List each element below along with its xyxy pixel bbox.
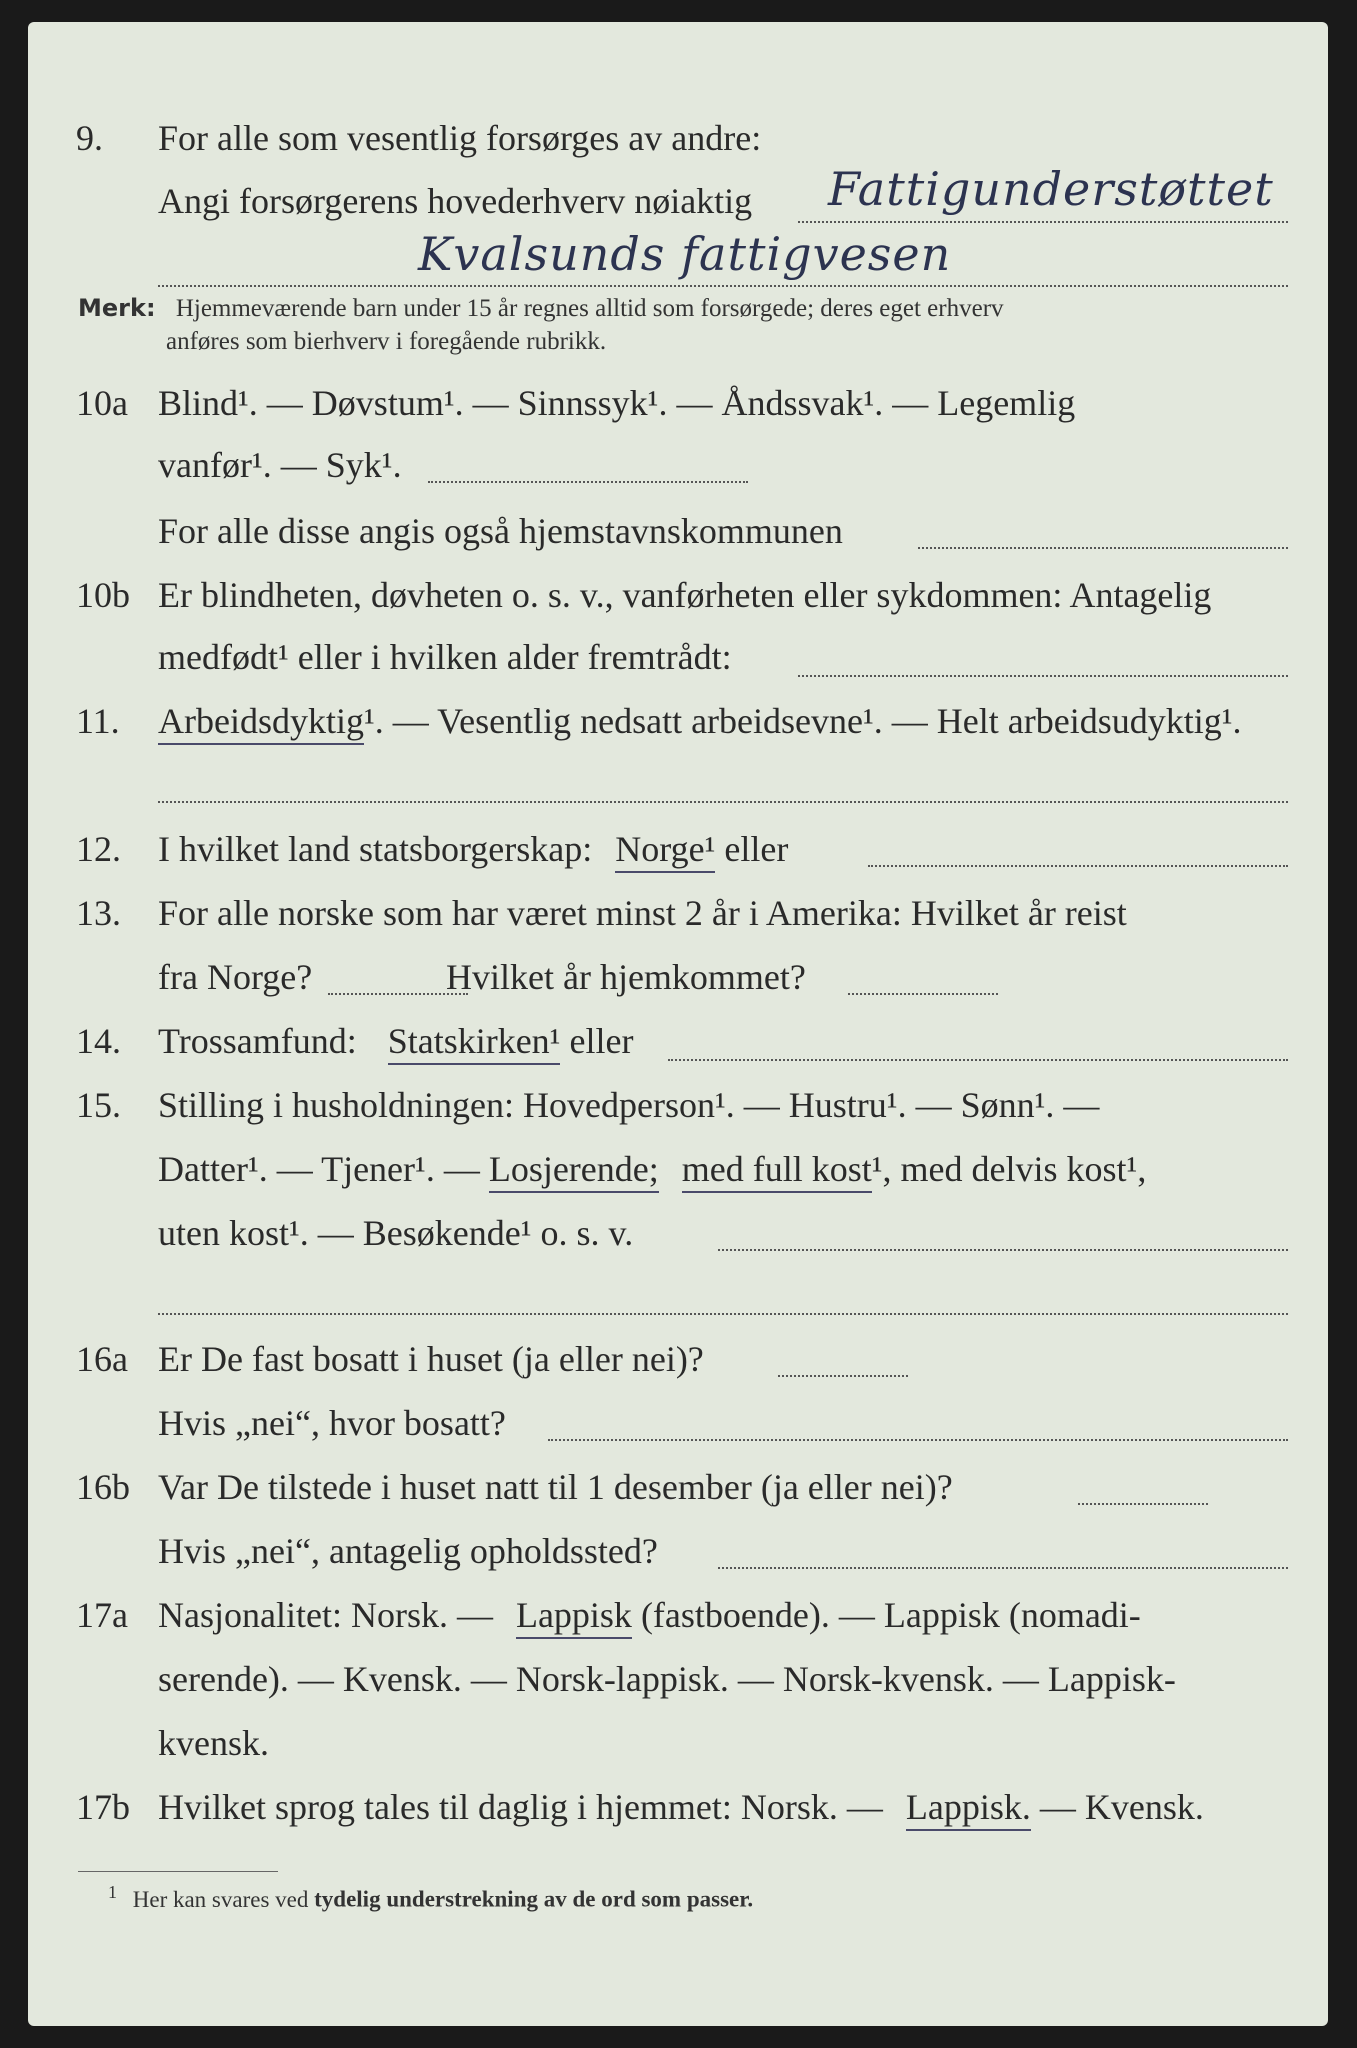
q10b-line-1: Er blindheten, døvheten o. s. v., vanførheten eller sykdommen: Antagelig xyxy=(158,575,1212,615)
q17a-line-3: kvensk. xyxy=(158,1723,269,1763)
footnote-rule xyxy=(78,1870,278,1872)
q14-number: 14. xyxy=(76,1021,121,1061)
footnote xyxy=(108,1882,753,1913)
q16b-answer-line-2 xyxy=(718,1566,1288,1569)
q9-answer-line-2 xyxy=(158,284,1288,287)
q13-line-2a: fra Norge? xyxy=(158,957,313,997)
q16b-line-2: Hvis „nei“, antagelig opholdssted? xyxy=(158,1531,658,1571)
q16b-number: 16b xyxy=(76,1467,130,1507)
q10a-number: 10a xyxy=(76,383,128,423)
q10a-line-3: For alle disse angis også hjemstavnskommunen xyxy=(158,511,843,551)
merk-label: Merk: xyxy=(78,294,156,322)
q10b-number: 10b xyxy=(76,575,130,615)
q14-prefix: Trossamfund: xyxy=(158,1021,357,1061)
q17b-text xyxy=(158,1786,1204,1828)
q17a-text-1 xyxy=(158,1594,1141,1636)
merk-line-2: anføres som bierhverv i foregående rubrikk. xyxy=(166,328,607,355)
q10b-line-2: medfødt¹ eller i hvilken alder fremtrådt: xyxy=(158,637,732,677)
q17b-number: 17b xyxy=(76,1787,130,1827)
q15-line-1: Stilling i husholdningen: Hovedperson¹. — Hustru¹. — Sønn¹. — xyxy=(158,1085,1100,1125)
census-form-page xyxy=(28,22,1328,2026)
q14-text xyxy=(158,1020,633,1062)
q15-answer-line xyxy=(718,1248,1288,1251)
q12-answer-line xyxy=(868,864,1288,867)
q12-suffix: eller xyxy=(724,829,789,869)
q11-rest: ¹. — Vesentlig nedsatt arbeidsevne¹. — Helt arbeidsudyktig¹. xyxy=(363,701,1242,741)
q15-line-2a: Datter¹. — Tjener¹. — xyxy=(158,1149,480,1189)
q14-option-statskirken: Statskirken¹ xyxy=(388,1021,561,1065)
q16a-line-2: Hvis „nei“, hvor bosatt? xyxy=(158,1403,506,1443)
q14-suffix: eller xyxy=(569,1021,634,1061)
q17b-suffix: — Kvensk. xyxy=(1039,1787,1204,1827)
q9-handwritten-answer-1: Fattigunderstøttet xyxy=(828,162,1274,216)
q11-number: 11. xyxy=(76,701,120,741)
q16a-line-1: Er De fast bosatt i huset (ja eller nei)? xyxy=(158,1339,704,1379)
q15-line-3: uten kost¹. — Besøkende¹ o. s. v. xyxy=(158,1213,634,1253)
q9-handwritten-answer-2: Kvalsunds fattigvesen xyxy=(418,227,952,281)
footnote-text: Her kan svares ved xyxy=(132,1886,309,1912)
q13-line-1: For alle norske som har været minst 2 år i Amerika: Hvilket år reist xyxy=(158,893,1127,933)
q15-extra-line xyxy=(158,1312,1288,1315)
q11-option-arbeidsdyktig: Arbeidsdyktig xyxy=(158,701,364,745)
q16a-answer-line-1 xyxy=(778,1374,908,1377)
q15-number: 15. xyxy=(76,1085,121,1125)
q16b-line-1: Var De tilstede i huset natt til 1 desember (ja eller nei)? xyxy=(158,1467,953,1507)
q10a-line-1: Blind¹. — Døvstum¹. — Sinnssyk¹. — Åndssvak¹. — Legemlig xyxy=(158,383,1076,423)
q10a-line-2: vanfør¹. — Syk¹. xyxy=(158,445,402,485)
q11-text xyxy=(158,700,1242,742)
q12-prefix: I hvilket land statsborgerskap: xyxy=(158,829,593,869)
q17a-line-2: serende). — Kvensk. — Norsk-lappisk. — Norsk-kvensk. — Lappisk- xyxy=(158,1659,1176,1699)
footnote-mark: 1 xyxy=(108,1882,117,1902)
q15-text-2 xyxy=(158,1148,1146,1190)
q10a-hometown-line xyxy=(918,546,1288,549)
q16a-answer-line-2 xyxy=(548,1438,1288,1441)
q13-line-2b: Hvilket år hjemkommet? xyxy=(446,957,806,997)
q15-option-med-full-kost: med full kost xyxy=(682,1149,872,1193)
q12-number: 12. xyxy=(76,829,121,869)
q13-number: 13. xyxy=(76,893,121,933)
q12-text xyxy=(158,828,788,870)
q13-departure-line xyxy=(328,992,468,995)
q12-option-norge: Norge¹ xyxy=(615,829,715,873)
q17a-option-lappisk: Lappisk xyxy=(516,1595,632,1639)
q16b-answer-line-1 xyxy=(1078,1502,1208,1505)
q16a-number: 16a xyxy=(76,1339,128,1379)
q10a-answer-line xyxy=(428,480,748,483)
q9-number: 9. xyxy=(76,118,103,158)
q13-return-line xyxy=(848,992,998,995)
q17a-number: 17a xyxy=(76,1595,128,1635)
q9-answer-line-1 xyxy=(798,220,1288,223)
merk-line-1: Hjemmeværende barn under 15 år regnes alltid som forsørgede; deres eget erhverv xyxy=(175,295,1004,322)
q11-answer-line xyxy=(158,800,1288,803)
q9-line-2: Angi forsørgerens hovederhverv nøiaktig xyxy=(158,181,753,221)
q17b-option-lappisk: Lappisk. xyxy=(906,1787,1031,1831)
footnote-bold-text: tydelig understrekning av de ord som passer. xyxy=(314,1886,754,1912)
q14-answer-line xyxy=(668,1058,1288,1061)
q17a-suffix: (fastboende). — Lappisk (nomadi- xyxy=(640,1595,1141,1635)
q9-line-1: For alle som vesentlig forsørges av andre: xyxy=(158,118,762,158)
merk-note-1 xyxy=(78,294,1004,323)
q15-option-losjerende: Losjerende; xyxy=(489,1149,659,1193)
q17a-prefix: Nasjonalitet: Norsk. — xyxy=(158,1595,493,1635)
q10b-answer-line xyxy=(798,674,1288,677)
q17b-prefix: Hvilket sprog tales til daglig i hjemmet: Norsk. — xyxy=(158,1787,883,1827)
q15-line-2b: ¹, med delvis kost¹, xyxy=(871,1149,1147,1189)
